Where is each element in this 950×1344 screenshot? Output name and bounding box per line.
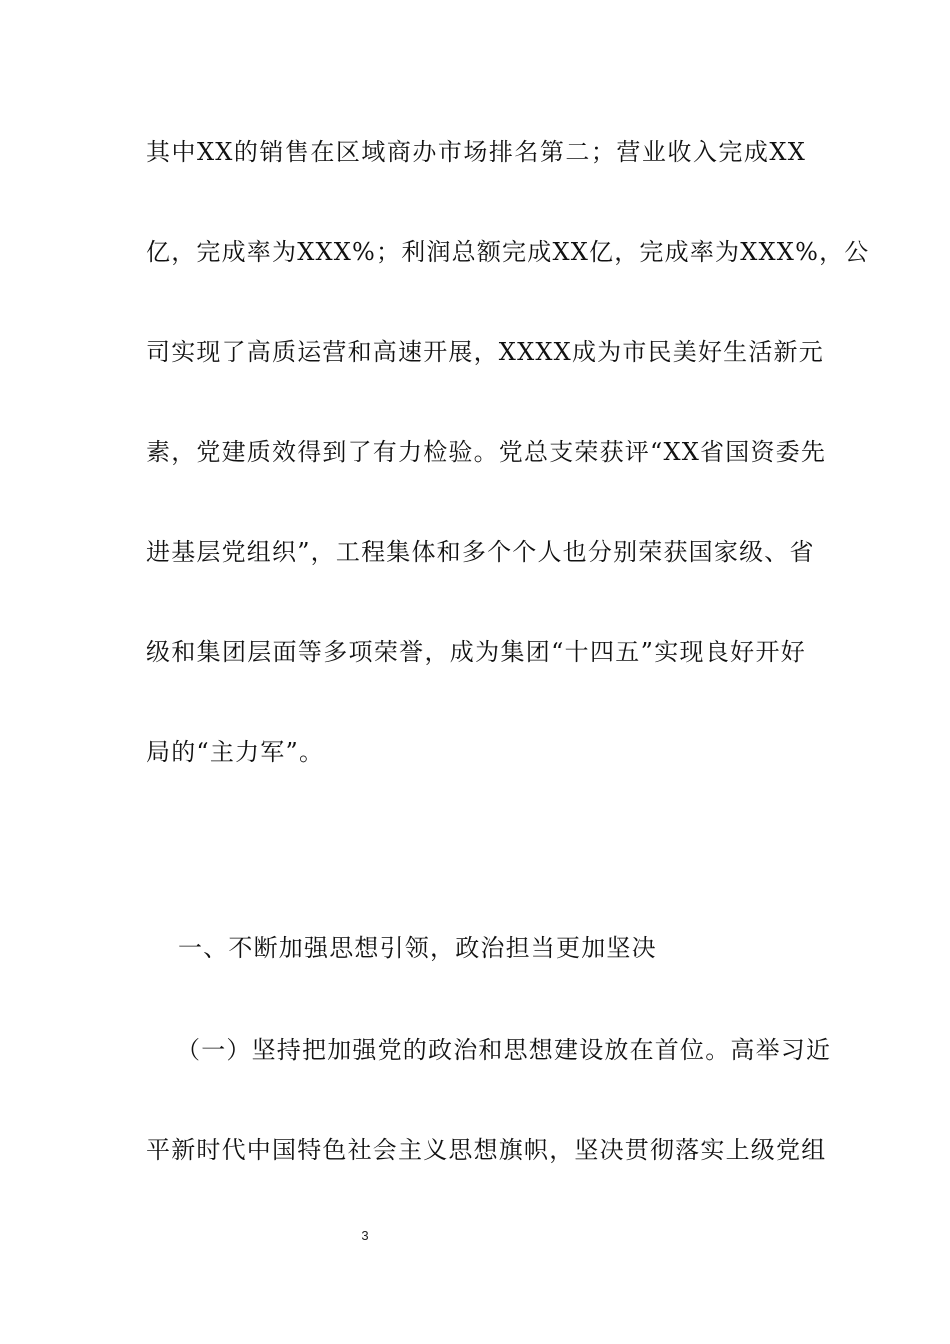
body-text-line: （一）坚持把加强党的政治和思想建设放在首位。高举习近: [176, 1036, 832, 1064]
body-text-line: 级和集团层面等多项荣誉，成为集团“十四五”实现良好开好: [146, 638, 806, 666]
section-heading: 一、不断加强思想引领，政治担当更加坚决: [178, 934, 657, 962]
body-text-line: 其中XX的销售在区域商办市场排名第二；营业收入完成XX: [146, 138, 806, 166]
body-text-line: 进基层党组织”，工程集体和多个个人也分别荣获国家级、省: [146, 538, 815, 566]
body-text-line: 平新时代中国特色社会主义思想旗帜，坚决贯彻落实上级党组: [146, 1136, 827, 1164]
body-text-line: 司实现了高质运营和高速开展，XXXX成为市民美好生活新元: [146, 338, 824, 366]
page-number: 3: [361, 1228, 369, 1243]
body-text-line: 素，党建质效得到了有力检验。党总支荣获评“XX省国资委先: [146, 438, 827, 466]
body-text-line: 亿，完成率为XXX%；利润总额完成XX亿，完成率为XXX%，公: [146, 238, 870, 266]
body-text-line: 局的“主力军”。: [146, 738, 325, 766]
